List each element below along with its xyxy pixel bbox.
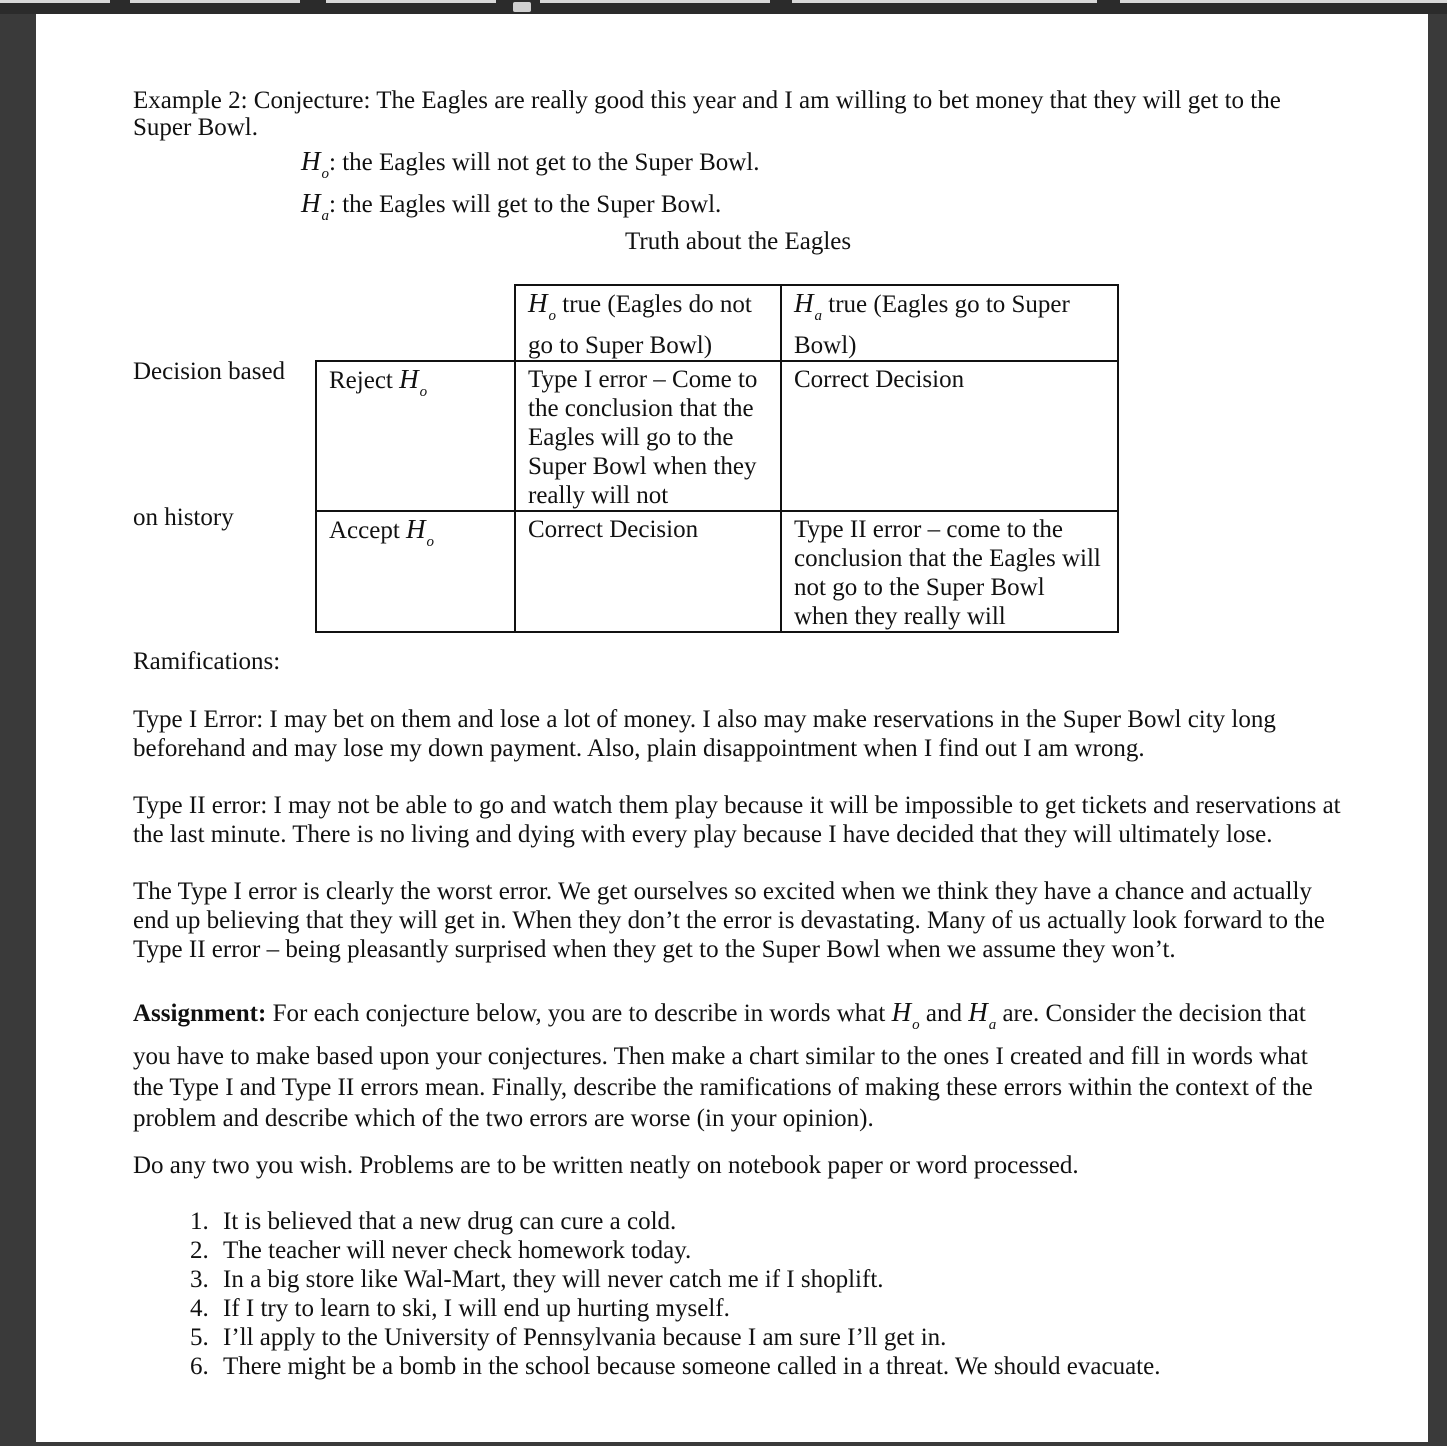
assignment-label: Assignment: (133, 1000, 267, 1027)
h-symbol: H (406, 514, 426, 544)
h-symbol: H (891, 997, 912, 1027)
h-subscript: o (912, 1017, 920, 1033)
table-header-row (316, 285, 1118, 361)
h-subscript: o (548, 308, 556, 324)
assignment-text: For each conjecture below, you are to describe in words what (266, 1000, 892, 1027)
cell-correct-decision: Correct Decision (515, 511, 781, 632)
h-symbol: H (528, 288, 548, 318)
ramifications-heading: Ramifications: (133, 648, 281, 675)
row-label-reject (316, 361, 515, 511)
h-symbol: H (301, 146, 321, 176)
h-subscript: o (321, 166, 329, 182)
h-symbol: H (399, 364, 419, 394)
list-item: 5. I’ll apply to the University of Pennsylvania because I am sure I’ll get in. (215, 1323, 1160, 1352)
header-text: true (Eagles go to Super Bowl) (794, 291, 1070, 359)
instructions-paragraph: Do any two you wish. Problems are to be written neatly on notebook paper or word processed. (133, 1152, 1079, 1179)
example-line-2: Super Bowl. (133, 114, 258, 141)
list-item: 3. In a big store like Wal-Mart, they will never catch me if I shoplift. (215, 1265, 1160, 1294)
row-label-text: Reject (329, 367, 400, 394)
table-row (316, 361, 1118, 511)
header-text: true (Eagles do not go to Super Bowl) (528, 291, 752, 359)
row-label-text: Accept (329, 517, 407, 544)
ruler-segment (130, 0, 300, 3)
ruler-segment (792, 0, 1097, 3)
type-i-ramification: Type I Error: I may bet on them and lose a lot of money. I also may make reservations in the Super Bowl city long beforehand and may lose my down payment. Also, plain disappointment when I find out I am wrong. (133, 706, 1276, 762)
h0-text: : the Eagles will not get to the Super Bowl. (329, 149, 760, 176)
ruler-segment (0, 0, 110, 3)
h-symbol: H (794, 288, 814, 318)
assignment-paragraph (133, 997, 1343, 1134)
ruler-bar (0, 0, 1447, 14)
h-subscript: a (988, 1017, 997, 1033)
ha-text: : the Eagles will get to the Super Bowl. (329, 191, 722, 218)
row-label-accept (316, 511, 515, 632)
cell-type-ii-error: Type II error – come to the conclusion that the Eagles will not go to the Super Bowl when they really will (781, 511, 1118, 632)
type-ii-ramification: Type II error: I may not be able to go and watch them play because it will be impossible to get tickets and reservations at the last minute. There is no living and dying with every play because I have decided that they will ultimately lose. (133, 792, 1341, 848)
document-page (36, 14, 1428, 1442)
ruler-segment (326, 0, 496, 3)
alternative-hypothesis (301, 189, 721, 230)
list-item: 6. There might be a bomb in the school because someone called in a threat. We should evacuate. (215, 1352, 1160, 1381)
ruler-segment (1120, 0, 1447, 3)
h-subscript: o (419, 384, 428, 400)
example-conjecture (133, 87, 1343, 141)
ruler-segment (540, 0, 770, 3)
assignment-text: are. Consider the decision that you have to make based upon your conjectures. Then make a chart similar to the ones I created and fill in words what the Type I and Type II errors mean. Finally, describe the ramifications of making these errors within the context of the problem and describe which of the two errors are worse (in your opinion). (133, 1000, 1313, 1132)
null-hypothesis (301, 147, 760, 188)
h-subscript: a (321, 208, 329, 224)
h-symbol: H (968, 997, 988, 1027)
h-subscript: o (426, 534, 435, 550)
table-row (316, 511, 1118, 632)
cell-correct-decision: Correct Decision (781, 361, 1118, 511)
table-header-h0 (515, 285, 781, 361)
worst-error-paragraph: The Type I error is clearly the worst error. We get ourselves so excited when we think they have a chance and actually end up believing that they will get in. When they don’t the error is devastating. Many of us actually look forward to the Type II error – being pleasantly surprised when they get to the Super Bowl when we assume they won’t. (133, 878, 1325, 963)
h-symbol: H (301, 188, 321, 218)
list-item: 4. If I try to learn to ski, I will end up hurting myself. (215, 1294, 1160, 1323)
table-header-ha (781, 285, 1118, 361)
h-subscript: a (814, 308, 822, 324)
list-item: 1. It is believed that a new drug can cure a cold. (215, 1207, 1160, 1236)
cell-type-i-error: Type I error – Come to the conclusion that the Eagles will go to the Super Bowl when they really will not (515, 361, 781, 511)
example-line-1: Example 2: Conjecture: The Eagles are really good this year and I am willing to bet money that they will get to the (133, 87, 1281, 114)
list-item: 2. The teacher will never check homework today. (215, 1236, 1160, 1265)
assignment-text: and (919, 1000, 969, 1027)
side-label-decision: Decision based (133, 358, 286, 385)
ruler-indent-handle[interactable] (513, 2, 531, 12)
side-label-history: on history (133, 504, 234, 531)
table-caption: Truth about the Eagles (625, 228, 852, 255)
problem-list (173, 1207, 1160, 1381)
decision-table (315, 284, 1119, 633)
table-corner-cell (316, 285, 515, 361)
